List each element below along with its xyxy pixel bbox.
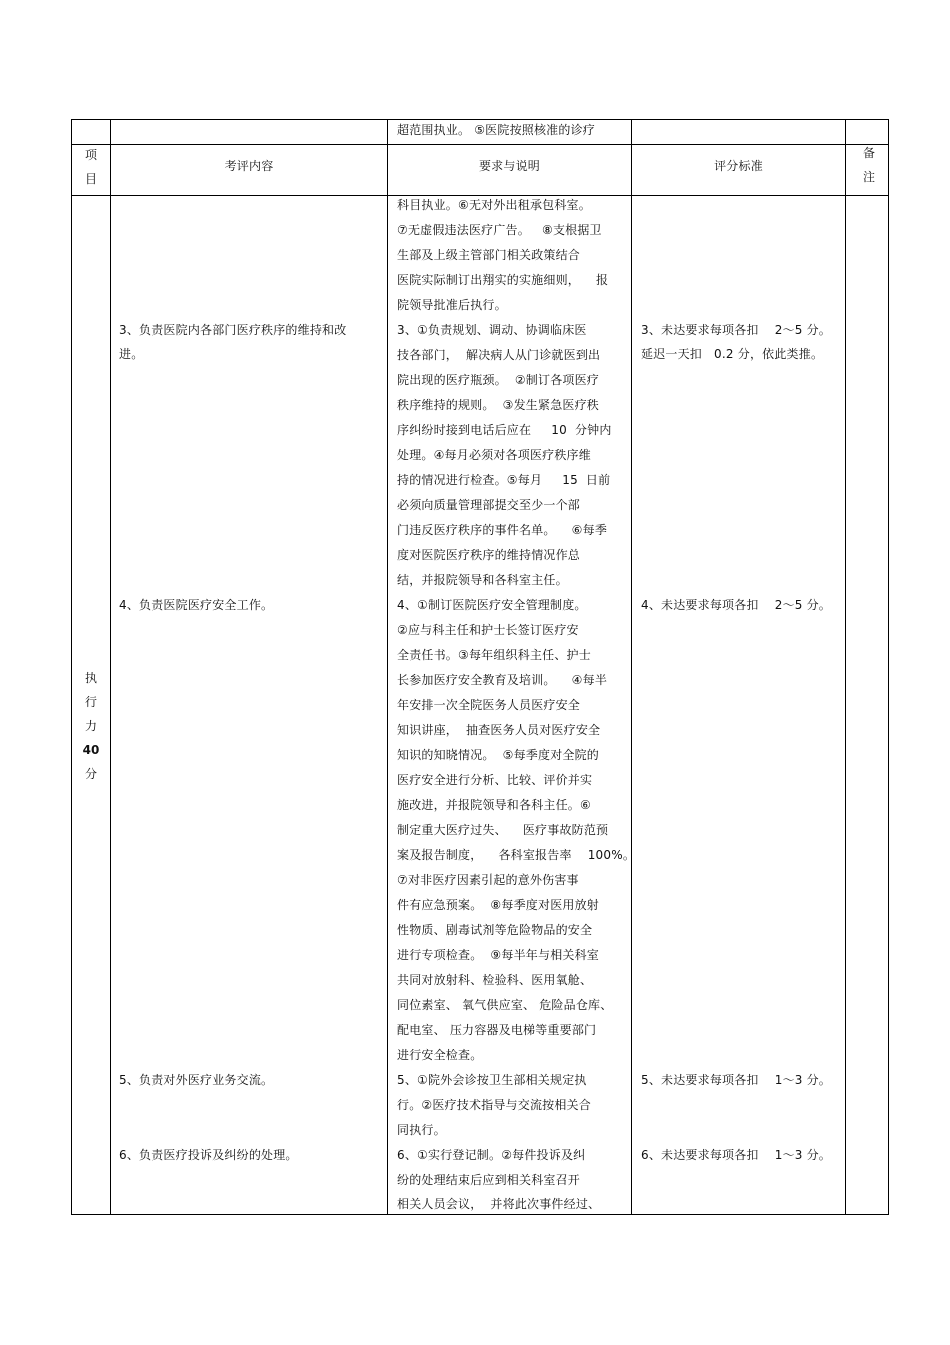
- column-divider: [631, 119, 632, 1215]
- item-4-requirement: ②应与科主任和护士长签订医疗安: [397, 623, 579, 637]
- item-3-requirement: 序纠纷时接到电话后应在 10 分钟内: [397, 423, 612, 437]
- header-remark-char: 备: [862, 146, 875, 160]
- category-char: 行: [84, 695, 97, 709]
- continuation-line: 生部及上级主管部门相关政策结合: [397, 248, 581, 262]
- item-6-requirement: 纷的处理结束后应到相关科室召开: [397, 1173, 581, 1187]
- item-4-requirement: 件有应急预案。 ⑧每季度对医用放射: [397, 898, 599, 912]
- item-3-requirement: 结，并报院领导和各科室主任。: [397, 573, 568, 587]
- item-4-requirement: 案及报告制度， 各科室报告率 100%。: [397, 848, 636, 862]
- item-4-requirement: 进行专项检查。 ⑨每半年与相关科室: [397, 948, 599, 962]
- item-3-content: 3、负责医院内各部门医疗秩序的维持和改: [119, 323, 347, 337]
- continuation-line: ⑦无虚假违法医疗广告。 ⑧支根据卫: [397, 223, 602, 237]
- header-scoring: 评分标准: [714, 159, 763, 173]
- item-4-requirement: 医疗安全进行分析、比较、评价并实: [397, 773, 593, 787]
- item-4-requirement: 4、①制订医院医疗安全管理制度。: [397, 598, 587, 612]
- item-5-requirement: 5、①院外会诊按卫生部相关规定执: [397, 1073, 587, 1087]
- item-3-scoring: 延迟一天扣 0.2 分，依此类推。: [641, 347, 824, 361]
- item-3-requirement: 院出现的医疗瓶颈。 ②制订各项医疗: [397, 373, 599, 387]
- category-char: 分: [84, 767, 97, 781]
- item-4-requirement: 进行安全检查。: [397, 1048, 483, 1062]
- item-3-requirement: 持的情况进行检查。⑤每月 15 日前: [397, 473, 611, 487]
- column-divider: [387, 119, 388, 1215]
- item-4-requirement: 知识的知晓情况。 ⑤每季度对全院的: [397, 748, 599, 762]
- item-4-scoring: 4、未达要求每项各扣 2～5 分。: [641, 598, 831, 612]
- item-5-scoring: 5、未达要求每项各扣 1～3 分。: [641, 1073, 831, 1087]
- header-item-char: 目: [84, 172, 97, 186]
- item-4-requirement: ⑦对非医疗因素引起的意外伤害事: [397, 873, 579, 887]
- column-divider: [110, 119, 111, 1215]
- category-char: 力: [84, 719, 97, 733]
- item-4-requirement: 共同对放射科、检验科、医用氧舱、: [397, 973, 593, 987]
- item-4-requirement: 施改进，并报院领导和各科主任。⑥: [397, 798, 591, 812]
- item-4-requirement: 年安排一次全院医务人员医疗安全: [397, 698, 581, 712]
- row-divider: [71, 144, 889, 145]
- item-5-requirement: 行。②医疗技术指导与交流按相关合: [397, 1098, 591, 1112]
- item-6-requirement: 相关人员会议， 并将此次事件经过、: [397, 1197, 601, 1211]
- item-3-requirement: 3、①负责规划、调动、协调临床医: [397, 323, 587, 337]
- item-6-requirement: 6、①实行登记制。②每件投诉及纠: [397, 1148, 586, 1162]
- header-remark-char: 注: [862, 170, 875, 184]
- item-4-content: 4、负责医院医疗安全工作。: [119, 598, 274, 612]
- item-5-requirement: 同执行。: [397, 1123, 446, 1137]
- item-4-requirement: 长参加医疗安全教育及培训。 ④每半: [397, 673, 608, 687]
- category-score: 40: [82, 743, 100, 757]
- item-4-requirement: 同位素室、 氧气供应室、 危险品仓库、: [397, 998, 613, 1012]
- item-3-requirement: 技各部门， 解决病人从门诊就医到出: [397, 348, 601, 362]
- item-3-requirement: 秩序维持的规则。 ③发生紧急医疗秩: [397, 398, 599, 412]
- item-4-requirement: 配电室、 压力容器及电梯等重要部门: [397, 1023, 597, 1037]
- item-4-requirement: 知识讲座， 抽查医务人员对医疗安全: [397, 723, 601, 737]
- category-label: [72, 666, 110, 786]
- column-divider: [845, 119, 846, 1215]
- header-remark: [850, 141, 888, 189]
- item-6-scoring: 6、未达要求每项各扣 1～3 分。: [641, 1148, 831, 1162]
- header-item: [72, 143, 110, 191]
- category-char: 执: [84, 671, 97, 685]
- continuation-line: 院领导批准后执行。: [397, 298, 507, 312]
- item-4-requirement: 全责任书。③每年组织科主任、护士: [397, 648, 591, 662]
- top-row-requirement: 超范围执业。 ⑤医院按照核准的诊疗: [397, 123, 595, 137]
- item-4-requirement: 制定重大医疗过失、 医疗事故防范预: [397, 823, 609, 837]
- item-3-requirement: 门违反医疗秩序的事件名单。 ⑥每季: [397, 523, 608, 537]
- item-3-requirement: 度对医院医疗秩序的维持情况作总: [397, 548, 581, 562]
- continuation-line: 科目执业。⑥无对外出租承包科室。: [397, 198, 591, 212]
- item-3-requirement: 处理。④每月必须对各项医疗秩序维: [397, 448, 591, 462]
- item-6-content: 6、负责医疗投诉及纠纷的处理。: [119, 1148, 298, 1162]
- table-border-right: [888, 119, 889, 1215]
- item-3-scoring: 3、未达要求每项各扣 2～5 分。: [641, 323, 831, 337]
- continuation-line: 医院实际制订出翔实的实施细则， 报: [397, 273, 609, 287]
- header-content: 考评内容: [224, 159, 274, 173]
- header-item-char: 项: [84, 148, 97, 162]
- header-requirement: 要求与说明: [478, 159, 540, 173]
- item-4-requirement: 性物质、剧毒试剂等危险物品的安全: [397, 923, 593, 937]
- item-3-content: 进。: [119, 347, 144, 361]
- item-3-requirement: 必须向质量管理部提交至少一个部: [397, 498, 581, 512]
- item-5-content: 5、负责对外医疗业务交流。: [119, 1073, 274, 1087]
